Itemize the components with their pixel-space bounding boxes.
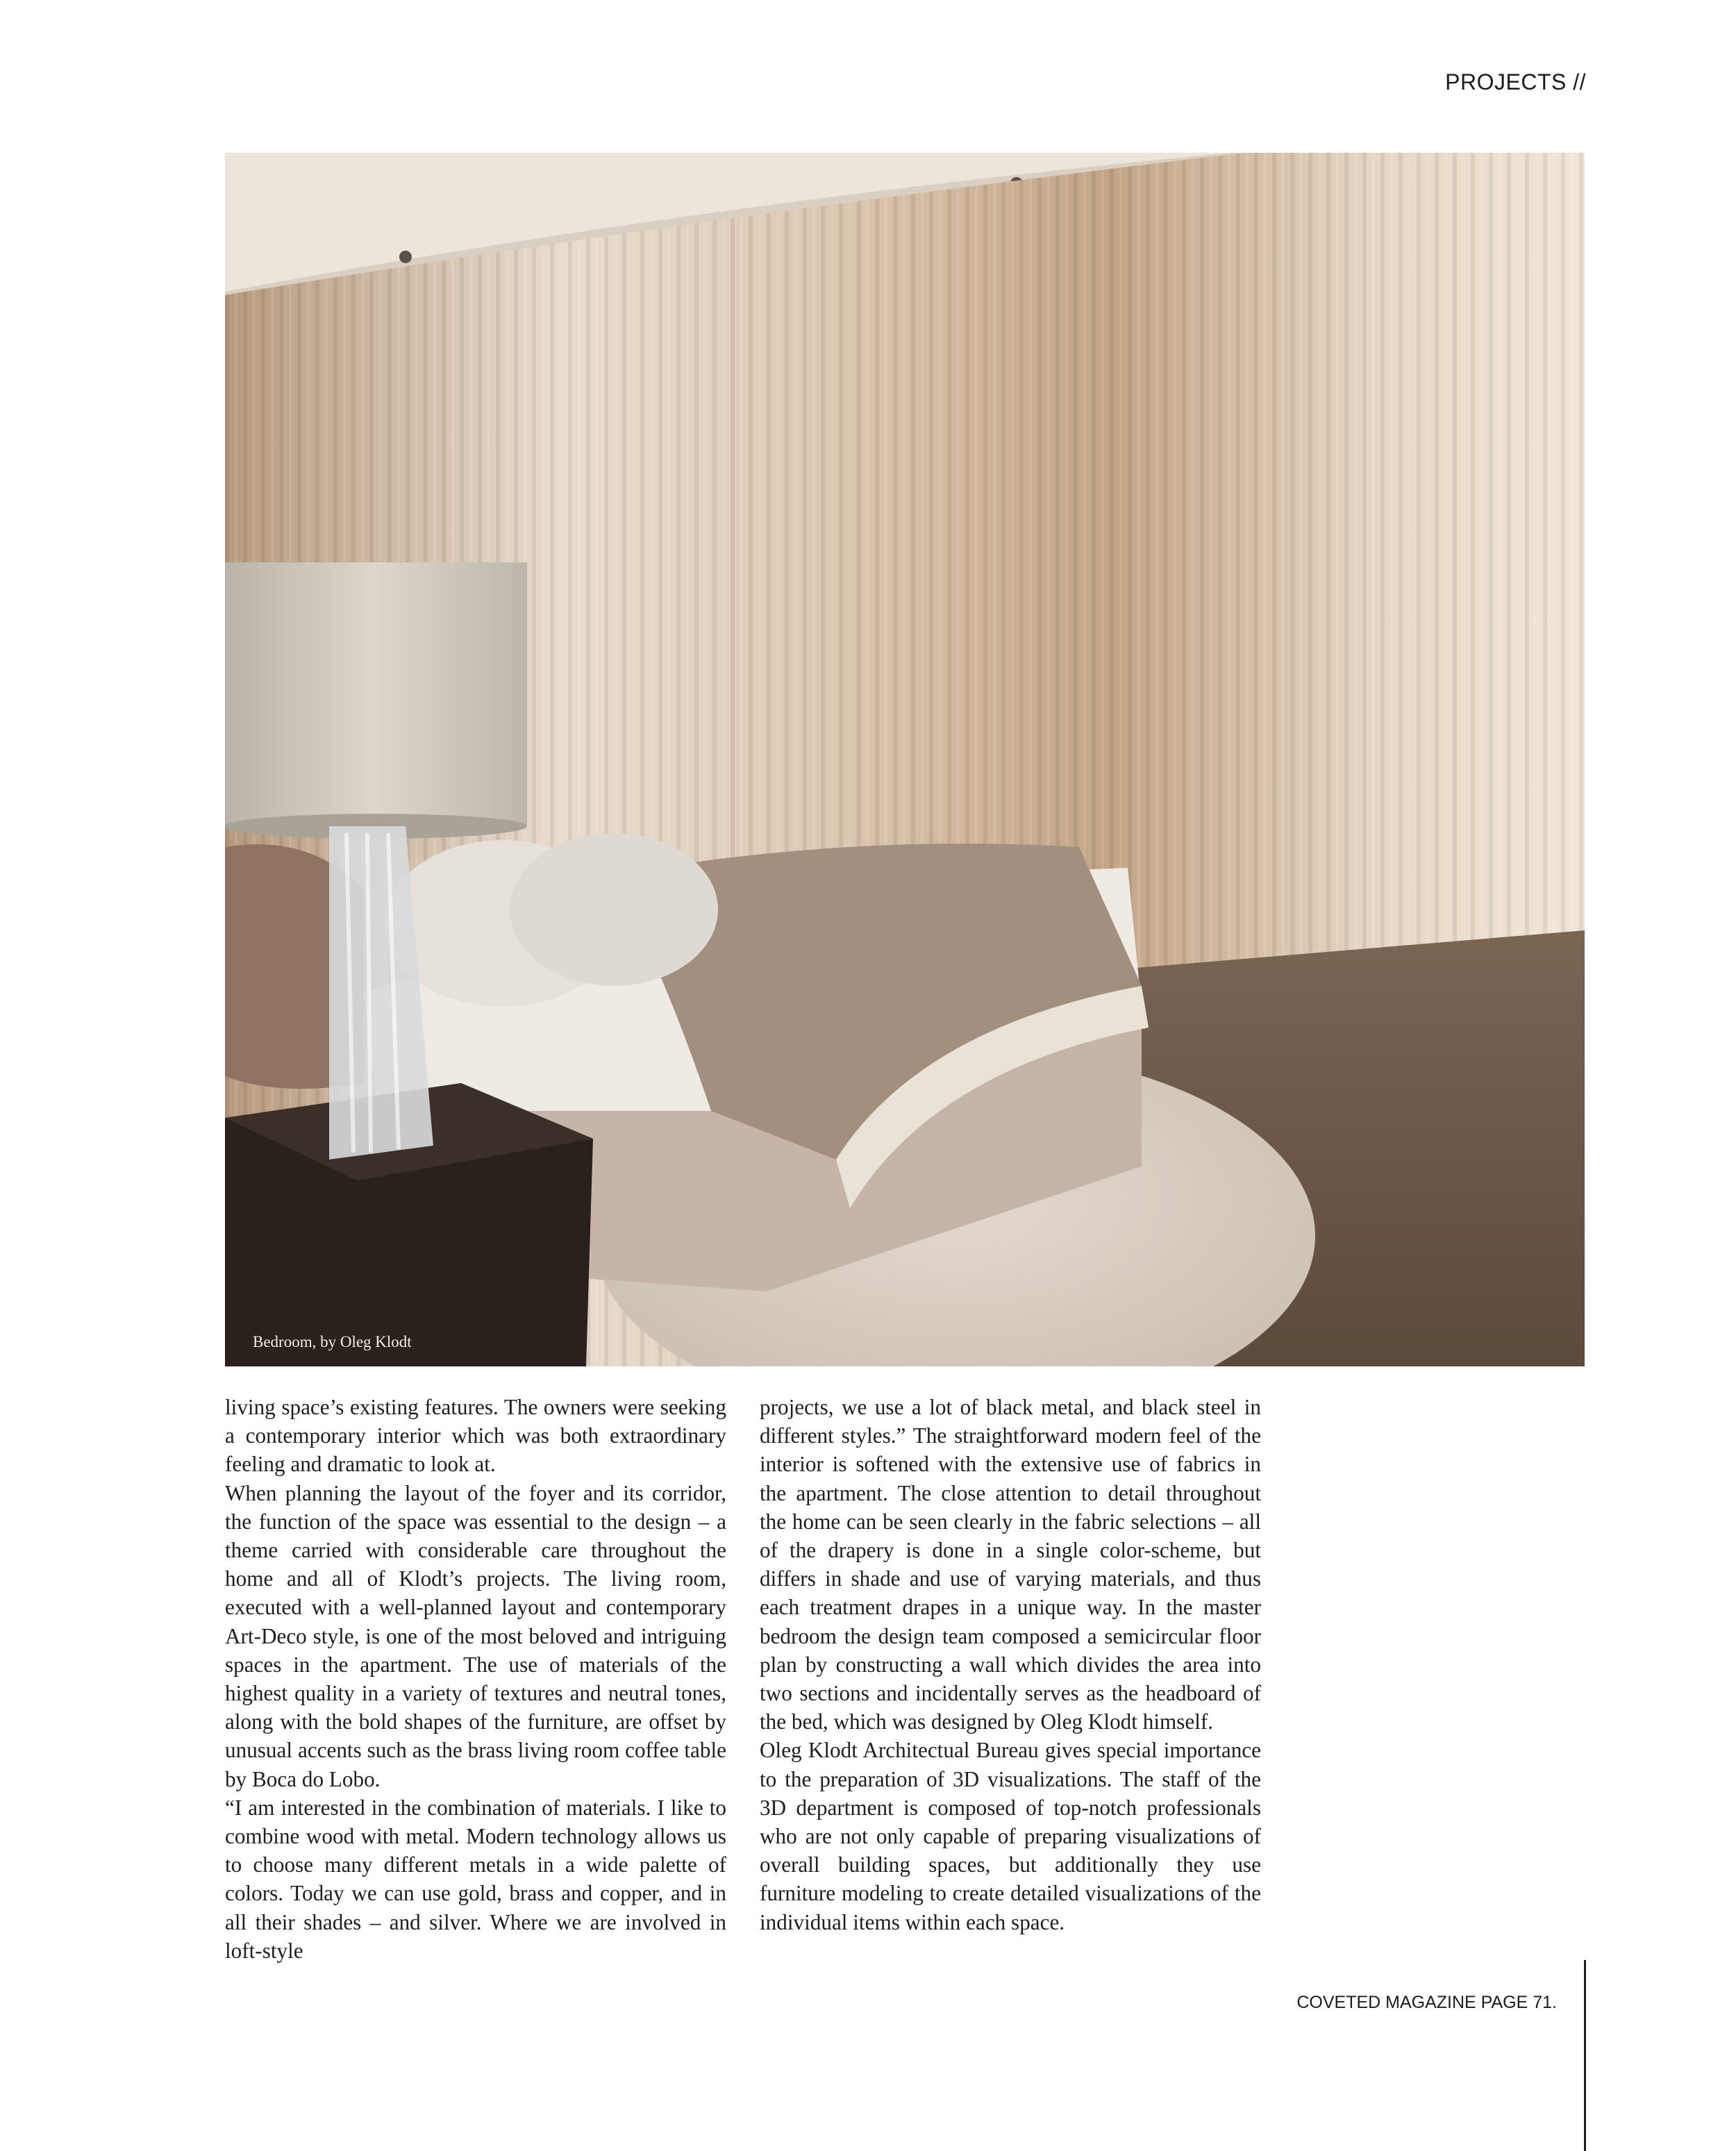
article-column-left	[225, 1393, 726, 1965]
photo-caption: Bedroom, by Oleg Klodt	[253, 1333, 412, 1350]
paragraph: “I am interested in the combination of materials. I like to combine wood with metal. Modern technology allows us to choose many different metals in a wide palette of colors. Today we can use gold, brass and copper, and in all their shades – and silver. Where we are involved in loft-style	[225, 1795, 726, 1963]
paragraph: Oleg Klodt Architectual Bureau gives special importance to the preparation of 3D visualizations. The staff of the 3D department is composed of top-notch professionals who are not only capable of preparing visualizations of overall building spaces, but additionally they use furniture modeling to create detailed visualizations of the individual items within each space.	[760, 1738, 1261, 1934]
article-column-right	[760, 1393, 1261, 1936]
section-label: PROJECTS //	[1445, 69, 1586, 94]
footer-divider	[1584, 1960, 1586, 2151]
page-footer: COVETED MAGAZINE PAGE 71.	[1296, 1993, 1557, 2012]
bedroom-photo	[225, 153, 1585, 1366]
paragraph: projects, we use a lot of black metal, and black steel in different styles.” The straightforward modern feel of the interior is softened with the extensive use of fabrics in the apartment. The close attention to detail throughout the home can be seen clearly in the fabric selections – all of the drapery is done in a single color-scheme, but differs in shade and use of varying materials, and thus each treatment drapes in a unique way. In the master bedroom the design team composed a semicircular floor plan by constructing a wall which divides the area into two sections and incidentally serves as the headboard of the bed, which was designed by Oleg Klodt himself.	[760, 1395, 1261, 1734]
paragraph: When planning the layout of the foyer and its corridor, the function of the space was essential to the design – a theme carried with considerable care throughout the home and all of Klodt’s projects. The living room, executed with a well-planned layout and contemporary Art-Deco style, is one of the most beloved and intriguing spaces in the apartment. The use of materials of the highest quality in a variety of textures and neutral tones, along with the bold shapes of the furniture, are offset by unusual accents such as the brass living room coffee table by Boca do Lobo.	[225, 1480, 726, 1791]
paragraph: living space’s existing features. The owners were seeking a contemporary interior which was both extraordinary feeling and dramatic to look at.	[225, 1395, 726, 1477]
